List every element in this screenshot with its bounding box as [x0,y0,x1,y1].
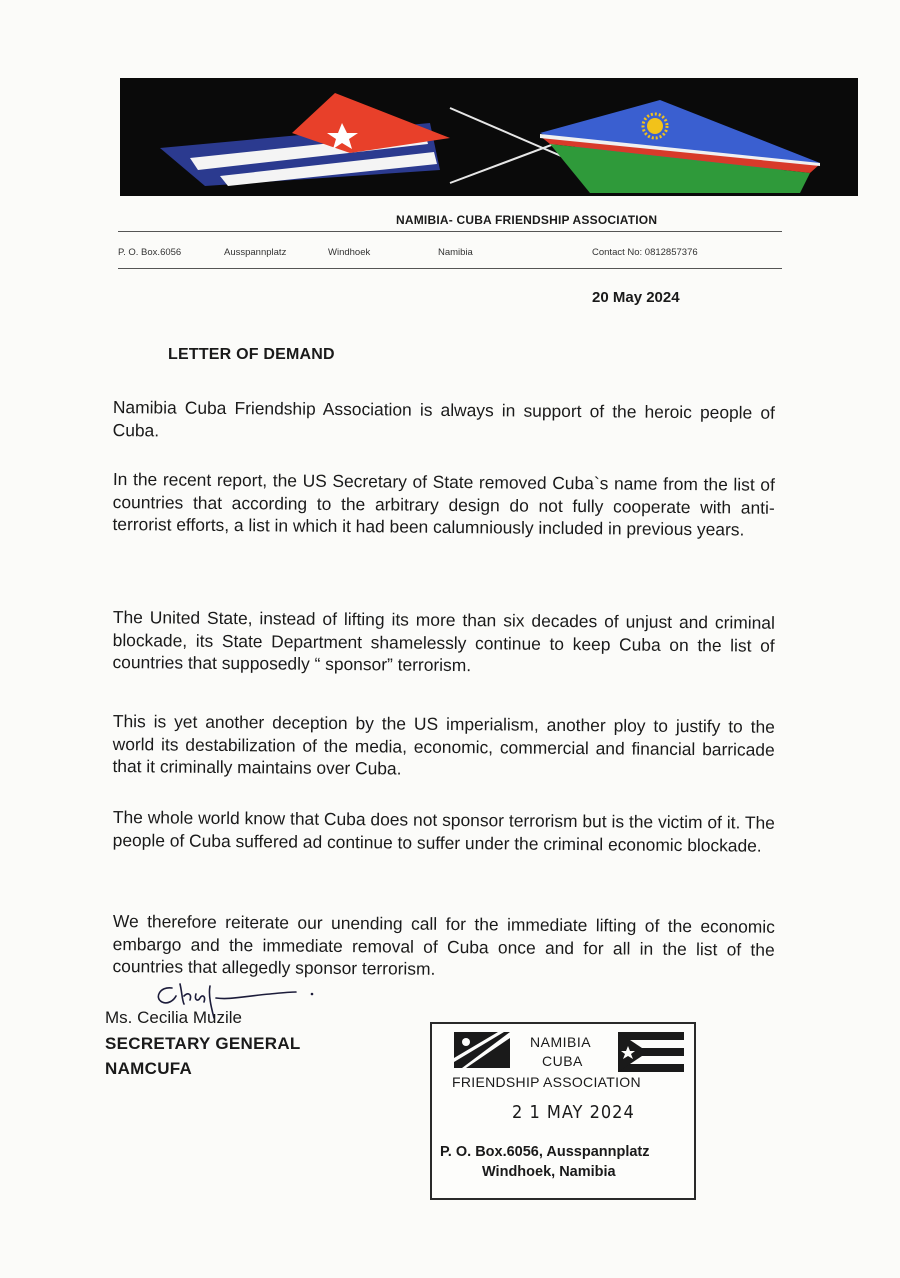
letterhead-banner [120,78,858,196]
paragraph-4: This is yet another deception by the US imperialism, another ploy to justify to the world its destabilization of the media, economic, commercial and financial barricade that it criminally maintains over Cuba. [112,710,775,779]
cuba-flag-icon [618,1032,684,1072]
paragraph-5: The whole world know that Cuba does not sponsor terrorism but is the victim of it. The people of Cuba suffered ad continue to suffer under the criminal economic blockade. [112,806,775,856]
cuba-flag-icon [160,93,450,186]
stamp-line-2: CUBA [542,1053,583,1069]
paragraph-1: Namibia Cuba Friendship Association is always in support of the heroic people of Cuba. [112,396,775,440]
address-box: P. O. Box.6056 [118,247,182,258]
address-contact: Contact No: 0812857376 [592,247,698,258]
paragraph-3: The United State, instead of lifting its more than six decades of unjust and criminal blockade, its State Department shamelessly continue to keep Cuba on the list of countries that supposedly “ sponsor” terrorism. [112,606,775,676]
org-name: NAMIBIA- CUBA FRIENDSHIP ASSOCIATION [396,213,658,227]
signer-role: SECRETARY GENERAL [105,1034,301,1053]
stamp-line-3: FRIENDSHIP ASSOCIATION [452,1074,641,1090]
crossed-flags [120,78,858,196]
address-street: Ausspannplatz [224,247,287,258]
namibia-flag-icon [540,100,820,193]
stamp-city: Windhoek, Namibia [482,1164,616,1180]
address-country: Namibia [438,247,473,258]
header-rule-top [118,231,782,232]
signer-org: NAMCUFA [105,1059,193,1078]
address-city: Windhoek [328,247,371,258]
header-rule-bottom [118,268,782,269]
stamp-box-address: P. O. Box.6056, Ausspannplatz [440,1144,650,1160]
paragraph-6: We therefore reiterate our unending call for the immediate lifting of the economic embargo and the immediate removal of Cuba once and for all in the list of the countries that allegedly sponsor terrorism. [112,910,775,979]
letter-title: LETTER OF DEMAND [168,346,335,363]
stamp-date: 2 1 MAY 2024 [512,1102,635,1123]
stamp-line-1: NAMIBIA [530,1034,592,1050]
namibia-flag-icon [454,1032,510,1068]
paragraph-2: In the recent report, the US Secretary of State removed Cuba`s name from the list of countries that according to the arbitrary design do not fully cooperate with anti-terrorist efforts, a list in which it had been calumniously included in previous years. [112,468,775,540]
signer-name: Ms. Cecilia Muzile [105,1008,242,1027]
letter-date: 20 May 2024 [592,289,680,306]
official-stamp [430,1022,696,1200]
